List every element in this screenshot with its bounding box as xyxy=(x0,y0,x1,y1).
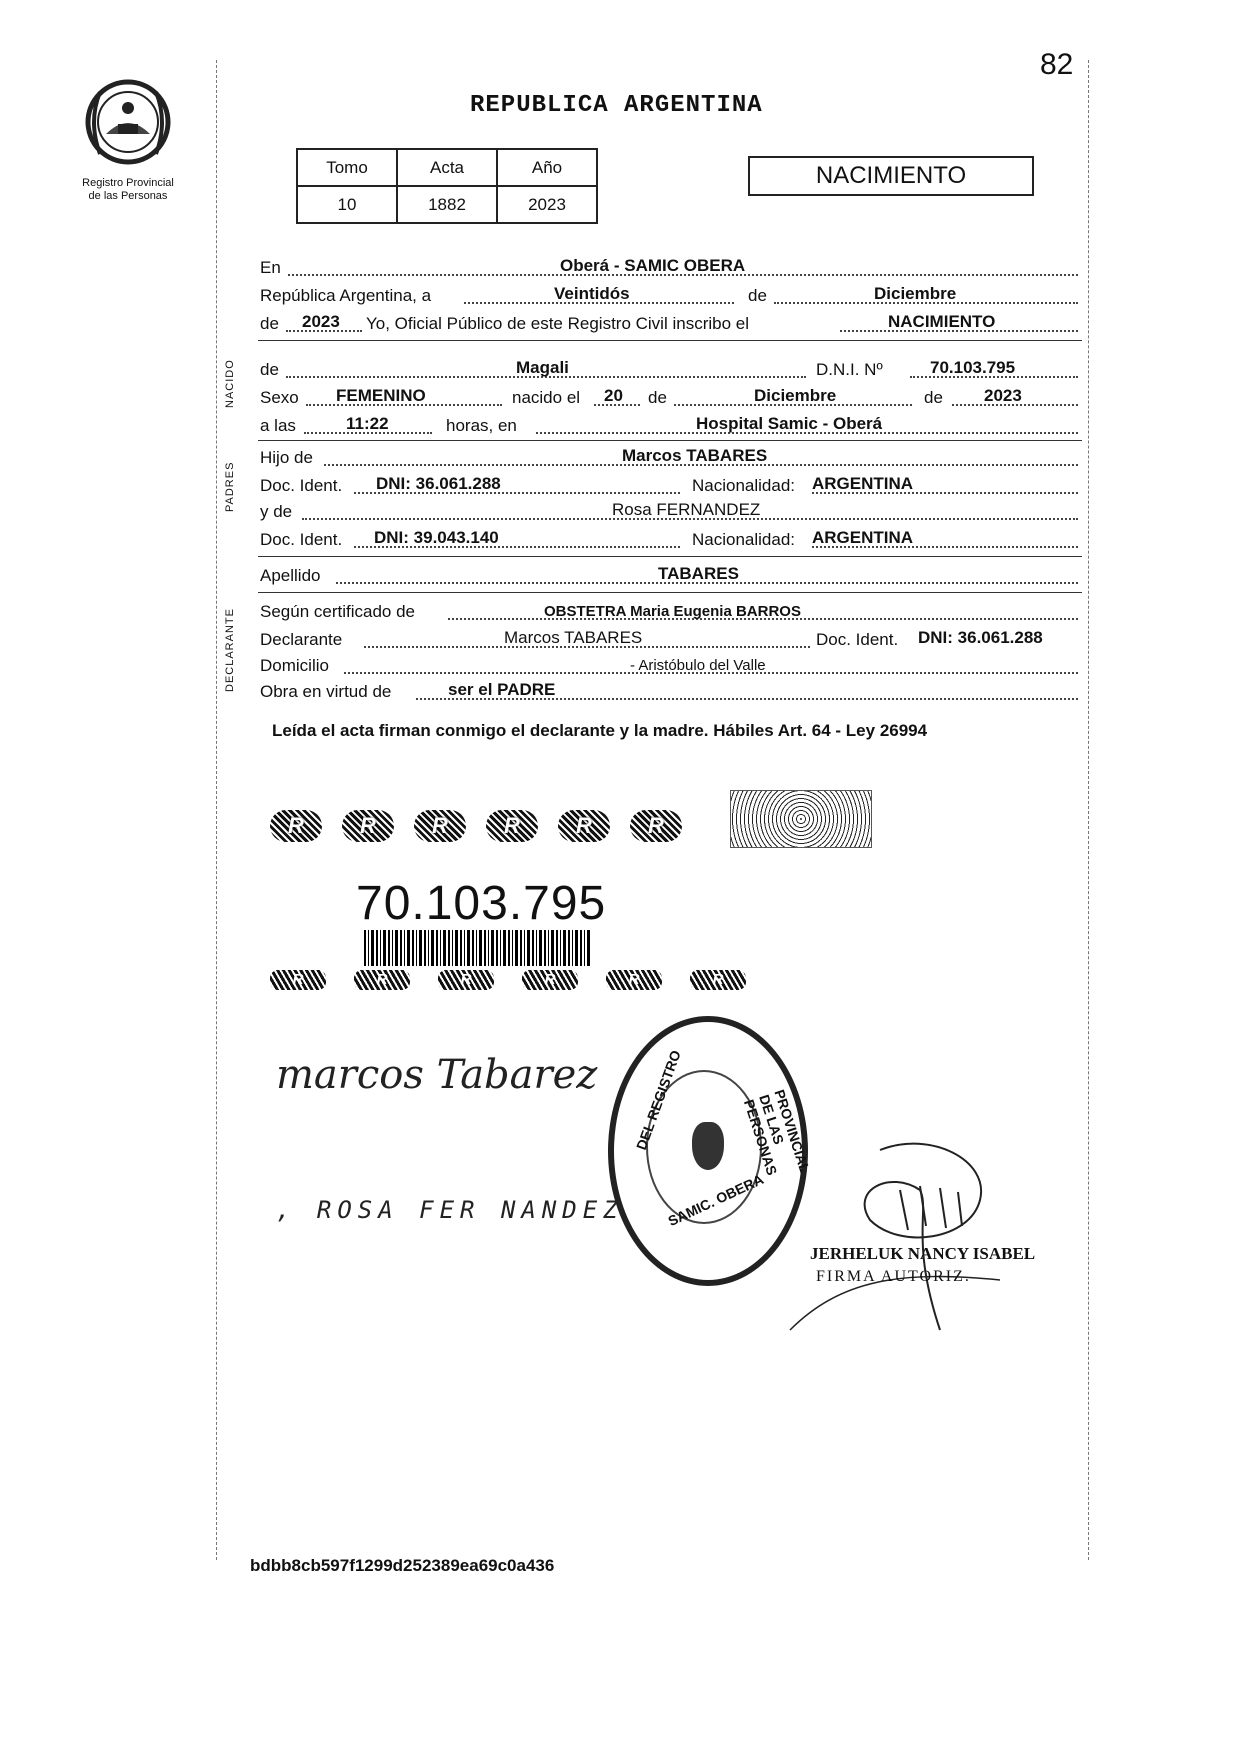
section-nacido-label: NACIDO xyxy=(224,359,236,408)
label-republica: República Argentina, a xyxy=(260,286,432,305)
page-number: 82 xyxy=(1040,48,1074,81)
label-yo: Yo, Oficial Público de este Registro Civil inscribo el xyxy=(366,314,749,333)
value-dia-nacimiento: 20 xyxy=(604,386,623,405)
coat-of-arms-icon xyxy=(692,1122,724,1170)
value-hora: 11:22 xyxy=(346,414,389,433)
value-lugar: Oberá - SAMIC OBERA xyxy=(560,256,746,275)
registry-logo xyxy=(58,72,198,203)
ribbon-badge: R xyxy=(486,810,538,842)
section-declarante-label: DECLARANTE xyxy=(224,608,236,692)
label-de-anio: de xyxy=(260,314,279,333)
value-declarante: Marcos TABARES xyxy=(504,628,643,647)
label-a-las: a las xyxy=(260,416,296,435)
label-sexo: Sexo xyxy=(260,388,299,407)
value-acto: NACIMIENTO xyxy=(888,312,996,331)
ribbon-badge-small: R xyxy=(354,970,410,990)
row-padre-doc xyxy=(260,472,1080,498)
acta-value: 1882 xyxy=(397,186,497,223)
value-dni: 70.103.795 xyxy=(930,358,1016,377)
registry-stamp xyxy=(608,1016,814,1286)
value-madre-nacionalidad: ARGENTINA xyxy=(812,528,914,547)
value-padre-doc: DNI: 36.061.288 xyxy=(376,474,501,493)
label-dni: D.N.I. Nº xyxy=(816,360,883,379)
label-apellido: Apellido xyxy=(260,566,321,585)
label-nacionalidad-madre: Nacionalidad: xyxy=(692,530,796,549)
ribbon-badge-small: R xyxy=(438,970,494,990)
acta-header: Acta xyxy=(397,149,497,186)
document-title: REPUBLICA ARGENTINA xyxy=(470,92,763,119)
label-nacido-el: nacido el xyxy=(512,388,581,407)
row-domicilio xyxy=(260,652,1080,678)
value-obra: ser el PADRE xyxy=(448,680,556,699)
row-lugar xyxy=(260,254,1080,280)
value-lugar-nacimiento: Hospital Samic - Oberá xyxy=(696,414,883,433)
value-dia-letras: Veintidós xyxy=(554,284,630,303)
row-madre xyxy=(260,498,1080,524)
value-domicilio: - Aristóbulo del Valle xyxy=(630,657,766,674)
value-certificado: OBSTETRA Maria Eugenia BARROS xyxy=(544,603,801,620)
value-anio-nacimiento: 2023 xyxy=(984,386,1022,405)
label-de-mes-nac: de xyxy=(648,388,667,407)
label-doc-madre: Doc. Ident. xyxy=(260,530,343,549)
tomo-header: Tomo xyxy=(297,149,397,186)
row-fecha xyxy=(260,282,1080,308)
tomo-value: 10 xyxy=(297,186,397,223)
closing-note: Leída el acta firman conmigo el declarante y la madre. Hábiles Art. 64 - Ley 26994 xyxy=(272,721,928,740)
row-madre-doc xyxy=(260,526,1080,552)
ribbon-badge: R xyxy=(342,810,394,842)
authorized-signature-title: FIRMA AUTORIZ. xyxy=(816,1268,971,1285)
row-sexo xyxy=(260,384,1080,410)
ribbon-badge-small: R xyxy=(522,970,578,990)
security-ribbon-bottom xyxy=(270,970,746,990)
dni-large-number: 70.103.795 xyxy=(356,877,607,930)
row-hora xyxy=(260,412,1080,438)
label-en: En xyxy=(260,258,281,277)
left-margin-line xyxy=(216,60,217,1560)
label-nacionalidad-padre: Nacionalidad: xyxy=(692,476,796,495)
ribbon-badge: R xyxy=(270,810,322,842)
ribbon-badge-small: R xyxy=(270,970,326,990)
row-apellido xyxy=(260,562,1080,588)
ribbon-badge: R xyxy=(630,810,682,842)
section-padres-label: PADRES xyxy=(224,461,236,512)
signature-declarante: marcos Tabarez xyxy=(276,1052,598,1098)
label-de-anio-nac: de xyxy=(924,388,943,407)
barcode xyxy=(364,930,590,966)
label-de-nombre: de xyxy=(260,360,279,379)
registry-table xyxy=(296,148,598,224)
authorized-official-name: JERHELUK NANCY ISABEL xyxy=(810,1244,1036,1263)
signature-madre: , ROSA FER NANDEZ xyxy=(276,1196,624,1224)
row-certificado xyxy=(260,598,1080,624)
value-madre: Rosa FERNANDEZ xyxy=(612,500,761,519)
anio-value: 2023 xyxy=(497,186,597,223)
value-anio: 2023 xyxy=(302,312,340,331)
province-seal-icon xyxy=(78,72,178,172)
label-declarante: Declarante xyxy=(260,630,343,649)
right-margin-line xyxy=(1088,60,1089,1560)
row-nombre xyxy=(260,356,1080,382)
label-doc-declarante: Doc. Ident. xyxy=(816,630,899,649)
ribbon-badge-small: R xyxy=(606,970,662,990)
row-anio-acto xyxy=(260,310,1080,336)
value-declarante-doc: DNI: 36.061.288 xyxy=(918,628,1043,647)
ribbon-badge: R xyxy=(558,810,610,842)
value-mes-nacimiento: Diciembre xyxy=(754,386,837,405)
record-type-box: NACIMIENTO xyxy=(748,156,1034,196)
security-pattern xyxy=(730,790,872,848)
label-obra: Obra en virtud de xyxy=(260,682,392,701)
ribbon-badge: R xyxy=(414,810,466,842)
stamp-ring-left: DEL REGISTRO xyxy=(632,1048,684,1152)
label-de-mes: de xyxy=(748,286,767,305)
logo-text-line-2: de las Personas xyxy=(88,190,168,202)
value-madre-doc: DNI: 39.043.140 xyxy=(374,528,499,547)
row-declarante xyxy=(260,626,1080,652)
security-ribbon-top xyxy=(270,810,682,842)
label-horas-en: horas, en xyxy=(446,416,517,435)
document-hash: bdbb8cb597f1299d252389ea69c0a436 xyxy=(250,1556,555,1575)
stamp-ring-right: PROVINCIAL DE LAS PERSONAS xyxy=(740,1087,814,1178)
value-mes: Diciembre xyxy=(874,284,957,303)
label-domicilio: Domicilio xyxy=(260,656,329,675)
logo-text-line-1: Registro Provincial xyxy=(82,177,174,189)
value-nombre: Magali xyxy=(516,358,569,377)
label-doc-padre: Doc. Ident. xyxy=(260,476,343,495)
label-y-de: y de xyxy=(260,502,293,521)
value-sexo: FEMENINO xyxy=(336,386,426,405)
ribbon-badge-small: R xyxy=(690,970,746,990)
value-apellido: TABARES xyxy=(658,564,739,583)
authorized-signature-scribble-icon xyxy=(780,1130,1020,1350)
anio-header: Año xyxy=(497,149,597,186)
value-padre: Marcos TABARES xyxy=(622,446,768,465)
row-obra xyxy=(260,678,1080,704)
label-hijo-de: Hijo de xyxy=(260,448,313,467)
stamp-bottom-text: SAMIC. OBERA xyxy=(665,1170,766,1230)
row-padre xyxy=(260,444,1080,470)
label-segun: Según certificado de xyxy=(260,602,415,621)
value-padre-nacionalidad: ARGENTINA xyxy=(812,474,914,493)
